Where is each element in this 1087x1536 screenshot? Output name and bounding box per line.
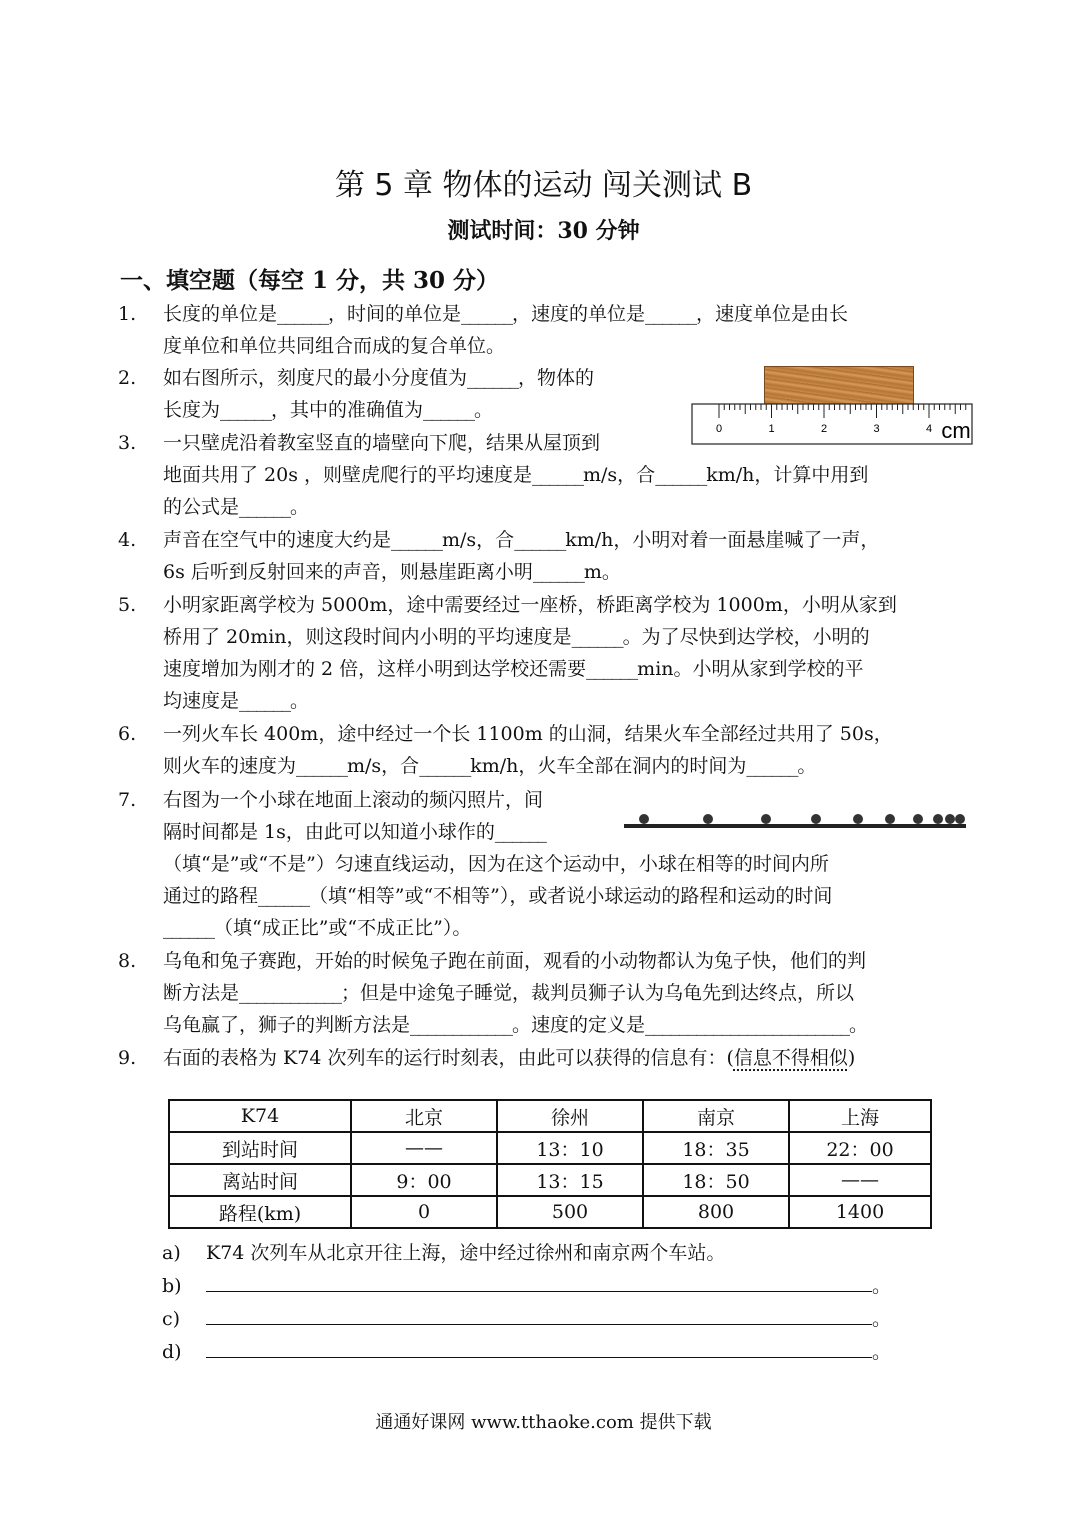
ruler-figure [690,366,974,446]
text-line [163,880,832,912]
text-segment: min。小明从家到学校的平 [637,658,864,680]
text-segment: 6s 后听到反射回来的声音，则悬崖距离小明 [163,561,533,583]
question-number: 9. [118,1047,137,1069]
answer-blank: ______ [645,303,697,325]
text-segment: m/s，合 [347,755,420,777]
text-line [163,977,868,1009]
table-row [169,1196,931,1228]
answer-blank: ______ [571,626,623,648]
text-segment: 长度的单位是 [163,303,278,325]
text-line [163,653,897,685]
ball-image [913,814,923,824]
ruler-tick-label: 4 [925,423,933,435]
text-line [163,718,893,750]
text-line [163,459,868,491]
text-line [163,394,594,426]
table-row [169,1164,931,1196]
text-segment: 一只壁虎沿着教室竖直的墙壁向下爬，结果从屋顶到 [163,432,601,454]
answer-blank: ______ [423,399,475,421]
question-number: 2. [118,367,137,389]
answer-blank: ______ [494,821,546,843]
train-timetable [168,1099,932,1229]
table-cell: 13：15 [497,1164,643,1196]
text-line [163,330,848,362]
text-segment: 声音在空气中的速度大约是 [163,529,392,551]
ball-image [945,814,955,824]
ball-image [703,814,713,824]
answer-item-text: K74 次列车从北京开往上海，途中经过徐州和南京两个车站。 [206,1242,726,1264]
table-cell: 北京 [351,1100,497,1132]
text-segment: ，速度的单位是 [512,303,646,325]
text-segment: 。 [290,496,310,518]
answer-blank: ______ [296,755,348,777]
answer-item-4 [162,1337,891,1367]
ruler [690,366,974,446]
ruler-tick-label: 0 [715,423,723,435]
answer-blank: ______ [746,755,798,777]
text-line [163,685,897,717]
question-text [163,524,879,588]
question-text [163,945,868,1041]
answer-blank: ________________________ [645,1014,850,1036]
table-cell: 南京 [643,1100,789,1132]
text-segment: ，时间的单位是 [328,303,462,325]
ball-image [853,814,863,824]
table-cell: 13：10 [497,1132,643,1164]
text-segment: 。为了尽快到达学校，小明的 [622,626,870,648]
text-line [163,491,868,523]
text-segment: 。 [797,755,817,777]
text-line [163,589,897,621]
table-cell: 路程(km) [169,1196,351,1228]
answer-blank: ______ [461,303,513,325]
answer-blank: ______ [532,464,584,486]
table-cell: 上海 [789,1100,931,1132]
text-line [163,912,832,944]
answer-blank: ______ [220,399,272,421]
table-cell: 800 [643,1196,789,1228]
text-segment: 均速度是 [163,690,240,712]
text-line [163,1042,855,1074]
table-cell: 9：00 [351,1164,497,1196]
table-header-row [169,1100,931,1132]
text-segment: m/s，合 [583,464,656,486]
ruler-tick-label: 1 [768,423,775,435]
footer-source: 通通好课网 www.tthaoke.com 提供下载 [375,1412,712,1433]
answer-item-end: 。 [872,1308,892,1330]
table-cell: 离站时间 [169,1164,351,1196]
text-segment: ，其中的准确值为 [271,399,424,421]
answer-blank: ______ [586,658,638,680]
answer-blank: ______ [655,464,707,486]
question-number: 1. [118,303,137,325]
table-cell: —— [789,1164,931,1196]
text-segment: 速度增加为刚才的 2 倍，这样小明到达学校还需要 [163,658,587,680]
table-cell: 18：50 [643,1164,789,1196]
table-cell: —— [351,1132,497,1164]
text-segment: m。 [583,561,621,583]
answer-item-end: 。 [872,1275,892,1297]
table-cell: 徐州 [497,1100,643,1132]
answer-blank: ______ [419,755,471,777]
question-number: 6. [118,723,137,745]
question-text [163,298,848,362]
answer-item-label: c) [162,1308,181,1330]
text-segment: 。速度的定义是 [512,1014,646,1036]
text-segment: ；但是中途兔子睡觉，裁判员狮子认为乌龟先到达终点，所以 [341,982,855,1004]
answer-blank: ____________ [410,1014,513,1036]
answer-blank: ______ [467,367,519,389]
text-segment: ，速度单位是由长 [696,303,849,325]
text-segment: 。 [290,690,310,712]
section-heading-fill-in: 一、填空题（每空 1 分，共 30 分） [120,267,500,294]
answer-blank: ______ [239,496,291,518]
emphasis-text: 信息不得相似 [733,1047,848,1069]
text-segment: 断方法是 [163,982,240,1004]
text-segment: 。 [474,399,494,421]
text-line [163,750,893,782]
table-cell: 1400 [789,1196,931,1228]
text-segment: 隔时间都是 1s，由此可以知道小球作的 [163,821,495,843]
text-segment: 桥用了 20min，则这段时间内小明的平均速度是 [163,626,572,648]
text-segment: 乌龟赢了，狮子的判断方法是 [163,1014,411,1036]
answer-item-label: a) [162,1242,181,1264]
ball-image [761,814,771,824]
table-cell: 到站时间 [169,1132,351,1164]
page-title: 第 5 章 物体的运动 闯关测试 B [334,168,753,203]
text-segment: 度单位和单位共同组合而成的复合单位。 [163,335,506,357]
table-cell: K74 [169,1100,351,1132]
ball-image [639,814,649,824]
text-segment: 乌龟和兔子赛跑，开始的时候兔子跑在前面，观看的小动物都认为兔子快，他们的判 [163,950,867,972]
answer-item-1 [162,1238,725,1268]
strobe-photo [620,808,970,838]
text-line [163,524,879,556]
text-segment: 长度为 [163,399,221,421]
answer-blank: ______ [391,529,443,551]
answer-blank: ______ [514,529,566,551]
answer-blank: ______ [277,303,329,325]
table-cell: 500 [497,1196,643,1228]
question-number: 3. [118,432,137,454]
answer-blank: ______ [239,690,291,712]
ball-image [955,814,965,824]
text-line [163,556,879,588]
question-text [163,589,897,717]
ball-image [811,814,821,824]
text-segment: 一列火车长 400m，途中经过一个长 1100m 的山洞，结果火车全部经过共用了 50s， [163,723,893,745]
answer-blank: ______ [163,917,214,939]
question-number: 4. [118,529,137,551]
table-cell: 0 [351,1196,497,1228]
answer-item-end: 。 [872,1341,892,1363]
text-segment: km/h，小明对着一面悬崖喊了一声， [565,529,880,551]
text-line [163,298,848,330]
question-text [163,718,893,782]
text-segment: 地面共用了 20s ，则壁虎爬行的平均速度是 [163,464,533,486]
question-number: 8. [118,950,137,972]
text-segment: （填“是”或“不是”）匀速直线运动，因为在这个运动中，小球在相等的时间内所 [163,853,829,875]
text-segment: （填“成正比”或“不成正比”）。 [214,917,472,939]
text-segment: ) [847,1047,856,1069]
table-cell: 22：00 [789,1132,931,1164]
ruler-tick-label: 3 [873,423,880,435]
text-segment: 则火车的速度为 [163,755,297,777]
text-segment: （填“相等”或“不相等”），或者说小球运动的路程和运动的时间 [309,885,833,907]
answer-blank: ______ [532,561,584,583]
answer-item-2 [162,1271,891,1301]
text-line [163,362,594,394]
text-segment: 如右图所示，刻度尺的最小分度值为 [163,367,468,389]
text-segment: 小明家距离学校为 5000m，途中需要经过一座桥，桥距离学校为 1000m，小明从家到 [163,594,897,616]
question-text [163,362,594,426]
answer-line[interactable] [206,1271,872,1292]
text-line [163,848,832,880]
text-line [163,1009,868,1041]
ball-image [885,814,895,824]
text-segment: 右面的表格为 K74 次列车的运行时刻表，由此可以获得的信息有：( [163,1047,734,1069]
ball-image [933,814,943,824]
answer-blank: ____________ [239,982,342,1004]
answer-item-label: d) [162,1341,182,1363]
text-segment: km/h，火车全部在洞内的时间为 [470,755,747,777]
text-segment: 的公式是 [163,496,240,518]
question-text [163,1042,855,1074]
text-segment: ，物体的 [518,367,595,389]
question-number: 7. [118,789,137,811]
answer-item-3 [162,1304,891,1334]
table-cell: 18：35 [643,1132,789,1164]
text-segment: 右图为一个小球在地面上滚动的频闪照片，间 [163,789,544,811]
answer-line[interactable] [206,1337,872,1358]
text-line [163,621,897,653]
text-segment: 。 [849,1014,869,1036]
text-segment: km/h，计算中用到 [706,464,869,486]
answer-blank: ______ [258,885,310,907]
text-segment: 通过的路程 [163,885,259,907]
question-number: 5. [118,594,137,616]
ruler-tick-label: 2 [820,423,828,435]
answer-line[interactable] [206,1304,872,1325]
text-line [163,945,868,977]
text-segment: m/s，合 [442,529,515,551]
ruler-unit: cm [941,418,971,443]
table-row [169,1132,931,1164]
answer-item-label: b) [162,1275,182,1297]
test-duration: 测试时间：30 分钟 [447,218,640,244]
